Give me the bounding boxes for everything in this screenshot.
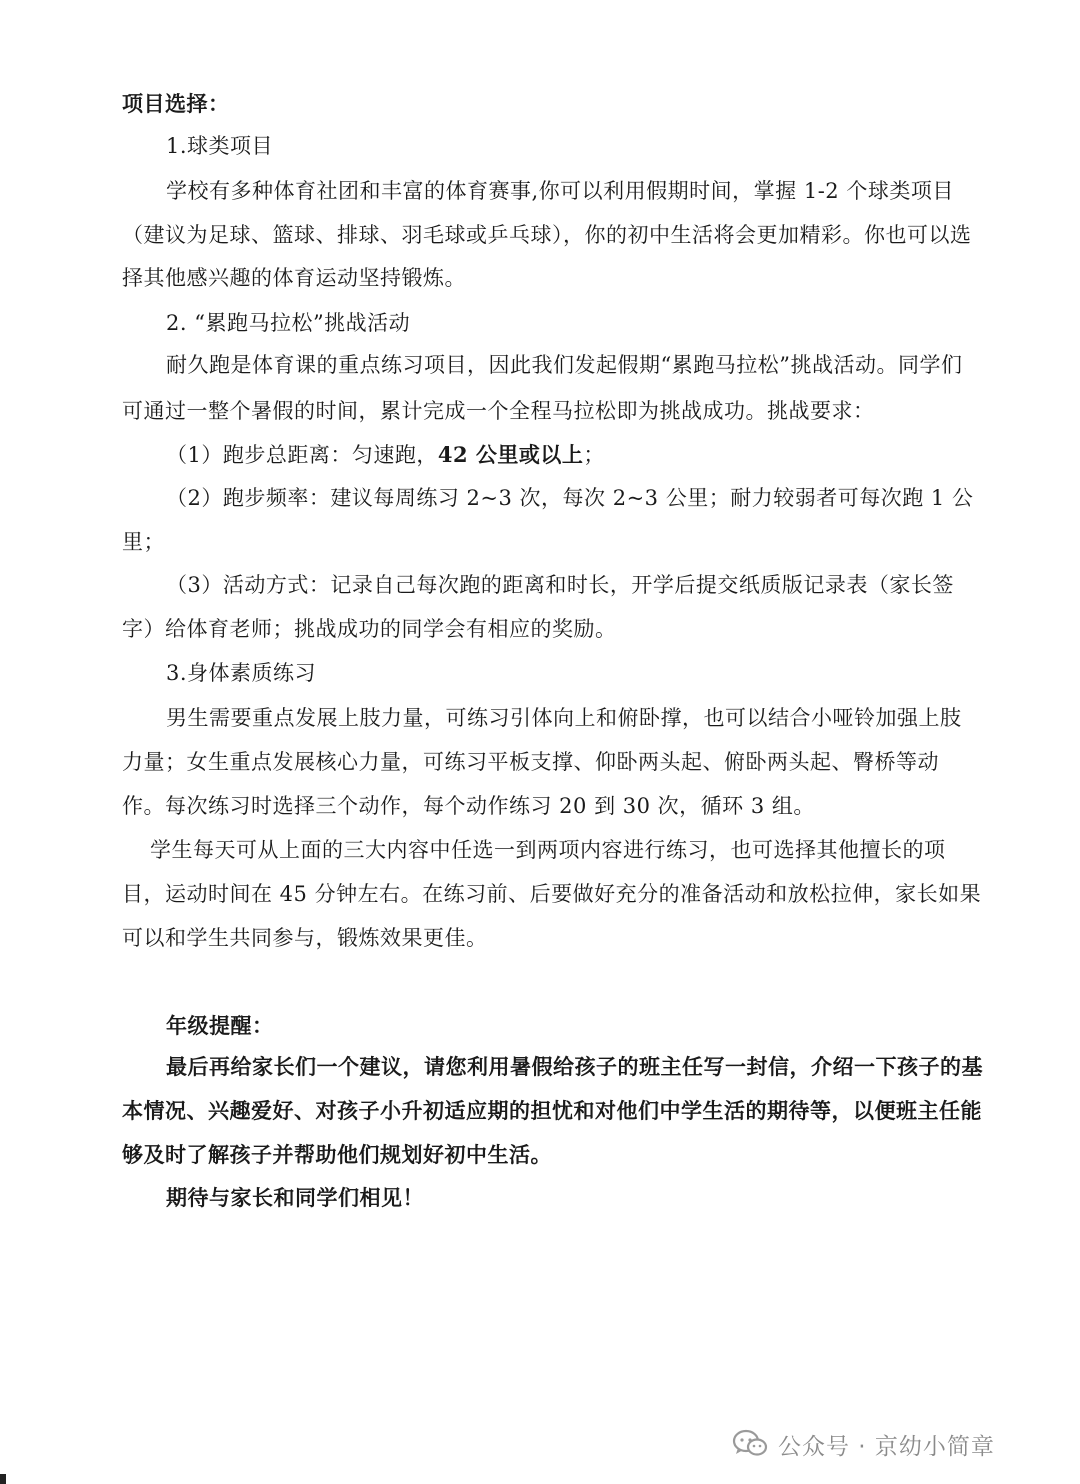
summary-line-3: 可以和学生共同参与，锻炼效果更佳。 [122,926,488,950]
item1-paragraph-line-3: 择其他感兴趣的体育运动坚持锻炼。 [122,266,466,290]
item3-heading: 3.身体素质练习 [166,661,317,685]
reminder-title: 年级提醒： [166,1013,274,1038]
requirement-1-suffix: ； [583,443,605,467]
item3-paragraph-line-3: 作。每次练习时选择三个动作，每个动作练习 20 到 30 次，循环 3 组。 [122,794,815,818]
item1-paragraph-line-1: 学校有多种体育社团和丰富的体育赛事,你可以利用假期时间，掌握 1-2 个球类项目 [166,179,954,203]
closing-line: 期待与家长和同学们相见！ [166,1185,424,1210]
item2-heading: 2. “累跑马拉松”挑战活动 [166,311,411,335]
item1-paragraph-line-2: （建议为足球、篮球、排球、羽毛球或乒乓球），你的初中生活将会更加精彩。你也可以选 [122,223,972,247]
requirement-1-prefix: （1）跑步总距离：匀速跑， [166,443,438,467]
summary-line-2: 目，运动时间在 45 分钟左右。在练习前、后要做好充分的准备活动和放松拉伸，家长如果 [122,882,982,906]
wechat-icon [732,1429,768,1459]
watermark [732,1424,995,1464]
item3-paragraph-line-1: 男生需要重点发展上肢力量，可练习引体向上和俯卧撑，也可以结合小哑铃加强上肢 [166,706,962,730]
item2-paragraph-line-1: 耐久跑是体育课的重点练习项目，因此我们发起假期“累跑马拉松”挑战活动。同学们 [166,353,963,377]
reminder-line-2: 本情况、兴趣爱好、对孩子小升初适应期的担忧和对他们中学生活的期待等，以便班主任能 [122,1098,982,1123]
requirement-1-distance: 42 公里或以上 [437,442,584,467]
requirement-2-line-1: （2）跑步频率：建议每周练习 2~3 次，每次 2~3 公里；耐力较弱者可每次跑 1 公 [166,486,974,510]
corner-mark [0,1474,6,1484]
section-title: 项目选择： [122,91,230,116]
item2-paragraph-line-2: 可通过一整个暑假的时间，累计完成一个全程马拉松即为挑战成功。挑战要求： [122,399,875,423]
summary-line-1: 学生每天可从上面的三大内容中任选一到两项内容进行练习，也可选择其他擅长的项 [150,838,946,862]
reminder-line-1: 最后再给家长们一个建议，请您利用暑假给孩子的班主任写一封信，介绍一下孩子的基 [166,1054,983,1079]
requirement-3-line-1: （3）活动方式：记录自己每次跑的距离和时长，开学后提交纸质版记录表（家长签 [166,573,954,597]
item3-paragraph-line-2: 力量；女生重点发展核心力量，可练习平板支撑、仰卧两头起、俯卧两头起、臀桥等动 [122,750,939,774]
requirement-1 [166,440,1066,470]
item1-heading: 1.球类项目 [166,134,274,158]
watermark-text: 公众号 · 京幼小简章 [778,1433,995,1460]
requirement-3-line-2: 字）给体育老师；挑战成功的同学会有相应的奖励。 [122,617,617,641]
reminder-line-3: 够及时了解孩子并帮助他们规划好初中生活。 [122,1142,552,1167]
requirement-2-line-2: 里； [122,530,165,554]
